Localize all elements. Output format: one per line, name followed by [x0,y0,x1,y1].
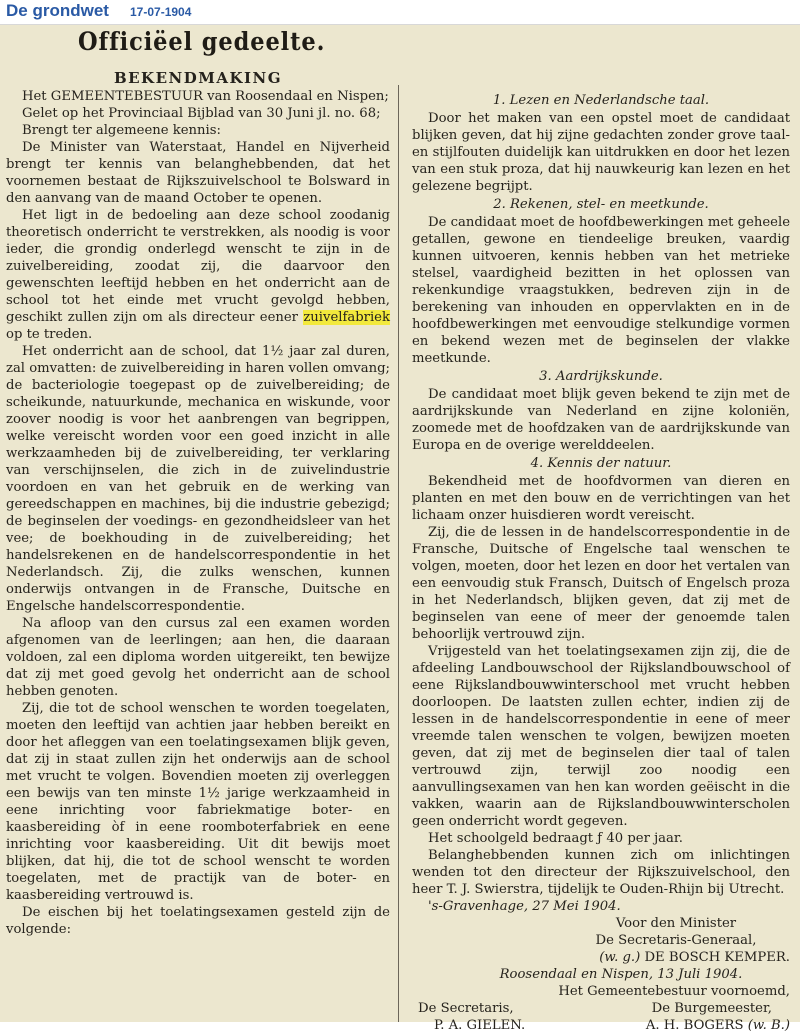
section-heading: Officiëel gedeelte. [78,27,326,56]
paragraph: Gelet op het Provinciaal Bijblad van 30 Juni jl. no. 68; [22,106,381,121]
text: op te treden. [6,327,93,342]
newspaper-clipping [0,25,800,1033]
titles-row [412,1000,790,1017]
secretary-title: De Secretaris, [418,1001,514,1016]
paragraph: Zij, die tot de school wenschen te worden toegelaten, moeten den leeftijd van achtien jaar hebben bereikt en door het afleggen van een toelatingsexamen blijk geven, dat zij in staat zullen zijn het onderwijs aan de school met vrucht te volgen. Bovendien moeten zij overleggen een bewijs van ten minste 1½ jarige werkzaamheid in eene inrichting voor fabriekmatige boter- en kaasbereiding òf in eene roomboterfabriek en eene inrichting voor kaasbereiding. Uit dit bewijs moet blijken, dat hij, die tot de school wenscht te worden toegelaten, met de practijk van de boter- en kaasbereiding vertrouwd is. [6,701,390,903]
section-title: 4. Kennis der natuur. [530,456,672,471]
paragraph: Na afloop van den cursus zal een examen worden afgenomen van de leerlingen; aan hen, die daaraan voldoen, zal een diploma worden uitgereikt, ten bewijze dat zij met goed gevolg het onderricht aan de school hebben genoten. [6,616,390,699]
search-highlight: zuivelfabriek [303,310,390,325]
signed-prefix: (w. g.) [599,950,641,965]
signed-name: DE BOSCH KEMPER. [644,950,790,965]
paragraph: Het onderricht aan de school, dat 1½ jaar zal duren, zal omvatten: de zuivelbereiding in haren vollen omvang; de bacteriologie toegepast op de zuivelbereiding; de scheikunde, natuurkunde, mechanica en wiskunde, voor zoover noodig is voor het aanbrengen van begrippen, welke vereischt worden voor een goed inzicht in alle werkzaamheden bij de zuivelbereiding, ter verklaring van verschijnselen, die zich in de zuivelindustrie voordoen en van het gebruik en de werking van gereedschappen en machines, bij die industrie gebezigd; de beginselen der voedings- en gezondheidsleer van het vee; de boekhouding in de zuivelbereiding; het handelsrekenen en de handelscorrespondentie in het Nederlandsch. Zij, die zulks wenschen, kunnen onderwijs ontvangen in de Fransche, Duitsche en Engelsche handelscorrespondentie. [6,344,390,614]
text: Het ligt in de bedoeling aan deze school zoodanig theoretisch onderricht te verstrekken, als noodig is voor ieder, die grondig onderlegd wenscht te zijn in de zuivelbereiding, zoodat zij, die daarvoor den gewenschten leeftijd hebben en het onderricht aan de school tot het einde met vrucht gevolgd hebben, geschikt zullen zijn om als directeur eener [6,208,390,325]
place-date: 's-Gravenhage, 27 Mei 1904. [428,899,621,914]
site-title[interactable]: De grondwet [6,1,109,20]
signature-line: De Secretaris-Generaal, [595,933,757,948]
names-row [412,1017,790,1034]
section-title: 1. Lezen en Nederlandsche taal. [492,93,710,108]
paragraph: De candidaat moet blijk geven bekend te zijn met de aardrijkskunde van Nederland en zijne koloniën, zoomede met de hoofdzaken van de aardrijkskunde van Europa en de overige werelddeelen. [412,387,790,453]
paragraph: Zij, die de lessen in de handelscorrespondentie in de Fransche, Duitsche of Engelsche taal wenschen te volgen, moeten, door het lezen en door het vertalen van een eenvoudig stuk Fransch, Duitsch of Engelsch proza in het Nederlandsch, blijken geven, dat zij met de beginselen van eene of meer der genoemde talen behoorlijk vertrouwd zijn. [412,525,790,642]
paragraph: Het GEMEENTEBESTUUR van Roosendaal en Nispen; [22,89,389,104]
paragraph: Het schoolgeld bedraagt ƒ 40 per jaar. [428,831,683,846]
place-date: Roosendaal en Nispen, 13 Juli 1904. [499,967,743,982]
paragraph: Bekendheid met de hoofdvormen van dieren en planten en met den bouw en de verrichtingen van het lichaam onzer huisdieren wordt vereischt. [412,474,790,523]
paragraph-with-highlight [6,207,390,343]
signature-line: Voor den Minister [615,916,737,931]
paragraph: De eischen bij het toelatingsexamen gesteld zijn de volgende: [6,905,390,937]
column-divider [398,85,399,1022]
signed-by [412,949,790,966]
mayor-suffix: (w. B.) [747,1018,790,1033]
mayor-name: A. H. BOGERS [645,1018,744,1033]
paragraph: Brengt ter algemeene kennis: [22,123,221,138]
mayor-title: De Burgemeester, [651,1001,772,1016]
issue-date[interactable]: 17-07-1904 [130,5,192,19]
paragraph: De Minister van Waterstaat, Handel en Nijverheid brengt ter kennis van belanghebbenden, dat het voornemen bestaat de Rijkszuivelschool te Bolsward in den aanvang van de maand October te openen. [6,140,390,206]
section-title: 2. Rekenen, stel- en meetkunde. [493,197,709,212]
paragraph: Vrijgesteld van het toelatingsexamen zijn zij, die de afdeeling Landbouwschool der Rijkslandbouwschool of eene Rijkslandbouwwinterschool met vrucht hebben doorloopen. De laatsten zullen echter, indien zij de lessen in de handelscorrespondentie in eene of meer vreemde talen wenschen te volgen, bewijzen moeten geven, dat zij met de beginselen dier taal of talen vertrouwd zijn, terwijl zoo noodig een aanvullingsexamen van hen kan worden geëischt in die vakken, waarin aan de Rijkslandbouwwinterscholen geen onderricht wordt gegeven. [412,644,790,829]
right-column [412,91,790,1034]
paragraph: Door het maken van een opstel moet de candidaat blijken geven, dat hij zijne gedachten zonder grove taal- en stijlfouten duidelijk kan uitdrukken en door het lezen van een stuk proza, dat hij nauwkeurig kan lezen en het gelezene begrijpt. [412,111,790,194]
secretary-name: P. A. GIELEN. [434,1018,526,1033]
left-column [6,69,390,938]
paragraph: De candidaat moet de hoofdbewerkingen met geheele getallen, gewone en tiendeelige breuken, vaardig kunnen uitvoeren, kennis hebben van het metrieke stelsel, vaardigheid bezitten in het oplossen van rekenkundige vraagstukken, bedreven zijn in de berekening van inhouden en oppervlakten en in de hoofdbewerkingen met eenvoudige stelkundige vormen en bekend wezen met de beginselen der vlakke meetkunde. [412,215,790,366]
signature-block [412,898,790,1034]
article-title: BEKENDMAKING [113,69,283,87]
mayor-signature [646,1017,790,1034]
section-title: 3. Aardrijkskunde. [539,369,663,384]
board-line: Het Gemeentebestuur voornoemd, [558,984,790,999]
paragraph: Belanghebbenden kunnen zich om inlichtingen wenden tot den directeur der Rijkszuivelschool, den heer T. J. Swierstra, tijdelijk te Ouden-Rhijn bij Utrecht. [412,848,790,897]
top-bar [0,0,800,25]
